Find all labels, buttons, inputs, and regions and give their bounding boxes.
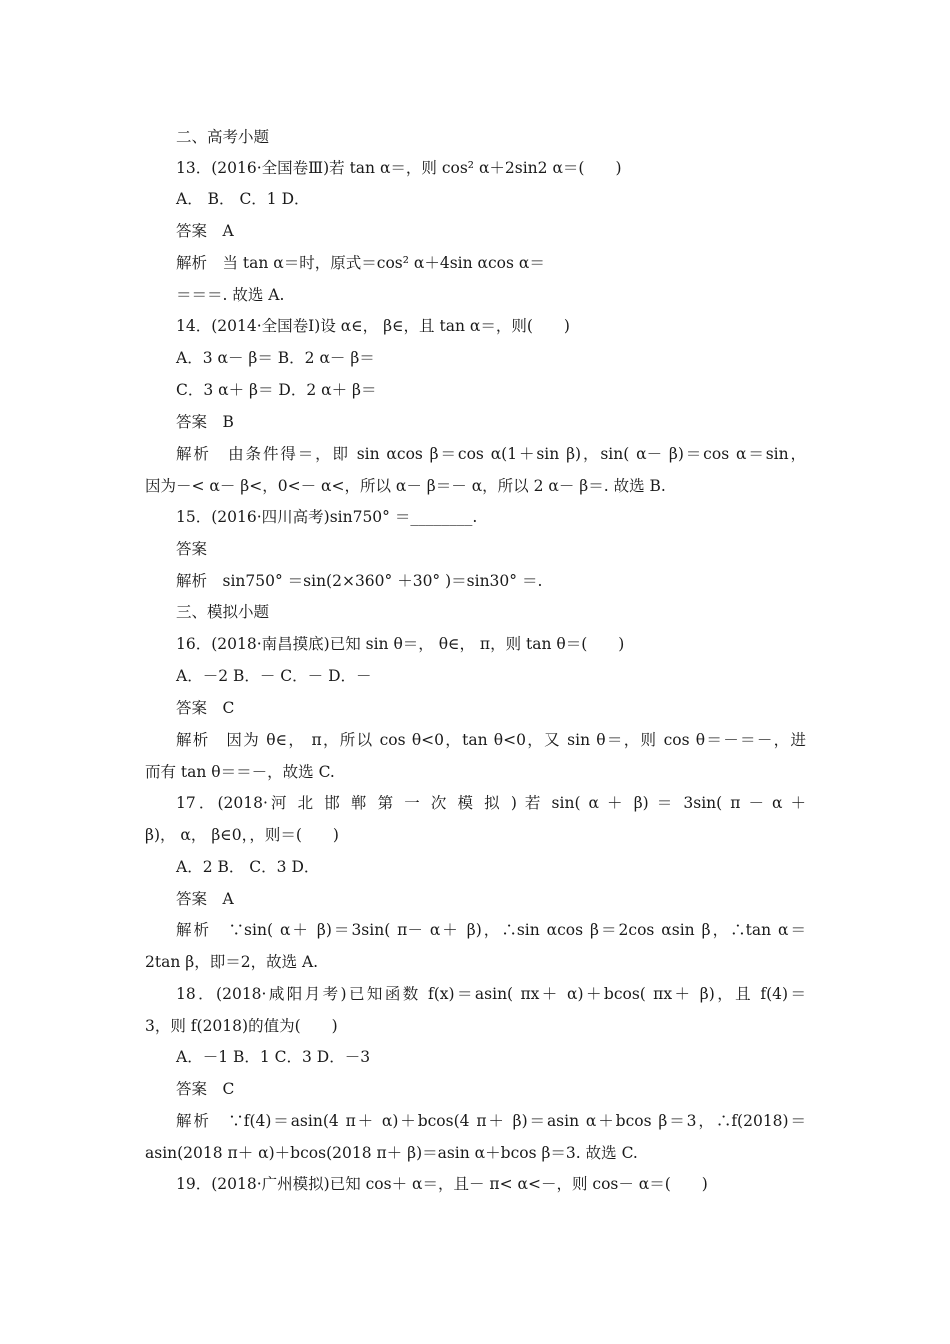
text-line: 答案 A bbox=[176, 890, 234, 908]
text-line: 答案 C bbox=[176, 699, 235, 717]
text-line: 解析 sin750° ＝sin(2×360° ＋30° )＝sin30° ＝. bbox=[176, 572, 543, 590]
text-line: 因为－< α－ β<，0<－ α<，所以 α－ β＝－ α，所以 2 α－ β＝. 故选 B. bbox=[145, 477, 666, 495]
text-line: 解析 由条件得＝，即 sin αcos β＝cos α(1＋sin β)，sin( α－ β)＝cos α＝sin， bbox=[176, 445, 806, 463]
text-line: 三、模拟小题 bbox=[176, 603, 270, 621]
text-line: 17．(2018·河 北 邯 郸 第 一 次 模 拟 ) 若 sin( α ＋ β) ＝ 3sin( π － α ＋ bbox=[176, 794, 806, 812]
text-line: 13．(2016·全国卷Ⅲ)若 tan α＝，则 cos² α＋2sin2 α＝( ) bbox=[176, 159, 622, 177]
text-line: A．3 α－ β＝ B．2 α－ β＝ bbox=[176, 349, 375, 367]
text-line: 18．(2018·咸阳月考)已知函数 f(x)＝asin( πx＋ α)＋bcos( πx＋ β)，且 f(4)＝ bbox=[176, 985, 806, 1003]
text-line: 答案 C bbox=[176, 1080, 235, 1098]
text-line: 答案 A bbox=[176, 222, 234, 240]
text-line: ＝＝＝. 故选 A. bbox=[176, 286, 285, 304]
text-line: 16．(2018·南昌摸底)已知 sin θ＝， θ∈， π，则 tan θ＝( ) bbox=[176, 635, 625, 653]
text-line: 14．(2014·全国卷Ⅰ)设 α∈， β∈，且 tan α＝，则( ) bbox=[176, 317, 570, 335]
text-line: 二、高考小题 bbox=[176, 128, 270, 146]
text-line: 解析 当 tan α＝时，原式＝cos² α＋4sin αcos α＝ bbox=[176, 254, 545, 272]
text-line: 解析 ∵sin( α＋ β)＝3sin( π－ α＋ β)，∴sin αcos β＝2cos αsin β，∴tan α＝ bbox=[176, 921, 806, 939]
text-line: 19．(2018·广州模拟)已知 cos＋ α＝，且－ π< α<－，则 cos－ α＝( ) bbox=[176, 1175, 708, 1193]
text-line: A．2 B． C．3 D． bbox=[176, 858, 320, 876]
text-line: 15．(2016·四川高考)sin750° ＝________. bbox=[176, 508, 478, 526]
text-line: C．3 α＋ β＝ D．2 α＋ β＝ bbox=[176, 381, 377, 399]
text-line: A．－2 B．－ C．－ D．－ bbox=[176, 667, 372, 685]
text-line: 答案 bbox=[176, 540, 208, 558]
text-line: 解析 因为 θ∈， π，所以 cos θ<0，tan θ<0，又 sin θ＝，则 cos θ＝－＝－，进 bbox=[176, 731, 806, 749]
text-line: A．－1 B．1 C．3 D．－3 bbox=[176, 1048, 371, 1066]
text-line: asin(2018 π＋ α)＋bcos(2018 π＋ β)＝asin α＋bcos β＝3. 故选 C. bbox=[145, 1144, 638, 1162]
text-line: 而有 tan θ＝＝－，故选 C. bbox=[145, 763, 335, 781]
text-line: β)， α， β∈0，，则＝( ) bbox=[145, 826, 339, 844]
text-line: 答案 B bbox=[176, 413, 234, 431]
text-line: 3，则 f(2018)的值为( ) bbox=[145, 1017, 338, 1035]
text-line: 2tan β，即＝2，故选 A. bbox=[145, 953, 319, 971]
text-line: A． B． C．1 D． bbox=[176, 190, 310, 208]
text-line: 解析 ∵f(4)＝asin(4 π＋ α)＋bcos(4 π＋ β)＝asin α＋bcos β＝3，∴f(2018)＝ bbox=[176, 1112, 806, 1130]
